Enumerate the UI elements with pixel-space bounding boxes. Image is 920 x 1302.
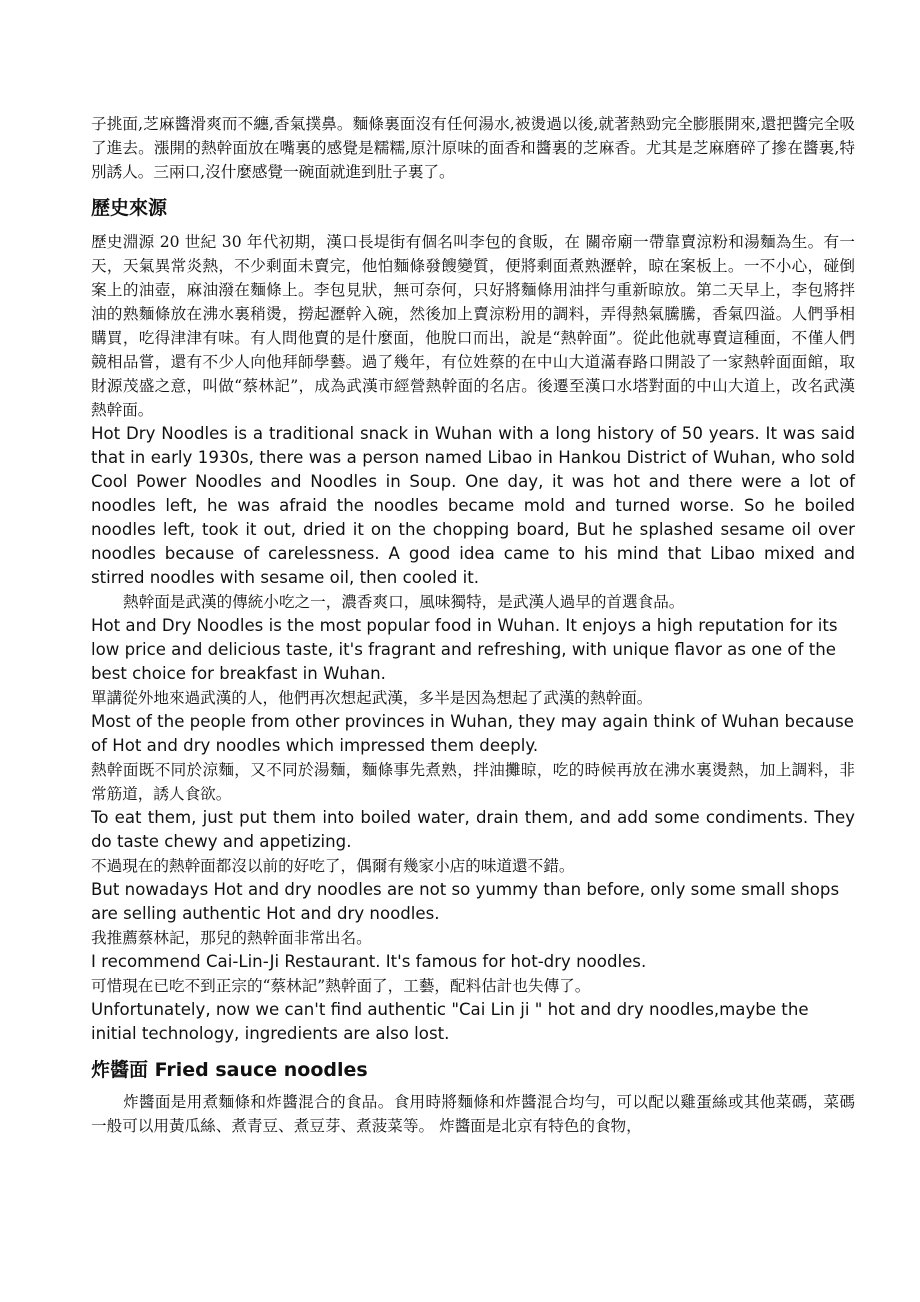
visitors-paragraph-en: Most of the people from other provinces in Wuhan, they may again think of Wuhan because of Hot and dry noodles which impressed them deeply. bbox=[91, 712, 854, 755]
fried-sauce-paragraph: 炸醬面是用煮麵條和炸醬混合的食品。食用時將麵條和炸醬混合均勻，可以配以雞蛋絲或其他菜碼，菜碼一般可以用黃瓜絲、煮青豆、煮豆芽、煮菠菜等。 炸醬面是北京有特色的食物， bbox=[91, 1093, 855, 1135]
lost-paragraph-zh: 可惜現在已吃不到正宗的“蔡林記”熱幹面了，工藝，配料估計也失傳了。 bbox=[91, 977, 591, 995]
recommend-paragraph-en: I recommend Cai-Lin-Ji Restaurant. It's famous for hot-dry noodles. bbox=[91, 952, 647, 971]
method-paragraph-zh: 熱幹面既不同於涼麵，又不同於湯麵，麵條事先煮熟，拌油攤晾，吃的時候再放在沸水裏燙熱，加上調料，非常筋道，誘人食欲。 bbox=[91, 761, 855, 803]
popular-paragraph-zh: 熱幹面是武漢的傳統小吃之一，濃香爽口，風味獨特，是武漢人過早的首選食品。 bbox=[123, 593, 685, 611]
document-page bbox=[91, 112, 855, 1138]
nowadays-paragraph-en: But nowadays Hot and dry noodles are not so yummy than before, only some small shops are selling authentic Hot and dry noodles. bbox=[91, 880, 840, 923]
intro-paragraph: 子挑面,芝麻醬滑爽而不纏,香氣撲鼻。麵條裏面沒有任何湯水,被燙過以後,就著熱勁完全膨脹開來,還把醬完全吸了進去。漲開的熱幹面放在嘴裏的感覺是糯糯,原汁原味的面香和醬裏的芝麻香。尤其是芝麻磨碎了摻在醬裏,特別誘人。三兩口,沒什麼感覺一碗面就進到肚子裏了。 bbox=[91, 115, 855, 181]
history-paragraph-en: Hot Dry Noodles is a traditional snack in Wuhan with a long history of 50 years. It was said that in early 1930s, there was a person named Libao in Hankou District of Wuhan, who sold Cool Power Noodles and Noodles in Soup. One day, it was hot and there were a lot of noodles left, he was afraid the noodles became mold and turned worse. So he boiled noodles left, took it out, dried it on the chopping board, But he splashed sesame oil over noodles because of carelessness. A good idea came to his mind that Libao mixed and stirred noodles with sesame oil, then cooled it. bbox=[91, 424, 855, 587]
fried-sauce-heading: 炸醬面 Fried sauce noodles bbox=[91, 1059, 368, 1081]
recommend-paragraph-zh: 我推薦蔡林記，那兒的熱幹面非常出名。 bbox=[91, 929, 372, 947]
history-paragraph-zh: 歷史淵源 20 世紀 30 年代初期，漢口長堤街有個名叫李包的食販，在 關帝廟一帶靠賣涼粉和湯麵為生。有一天，天氣異常炎熱，不少剩面未賣完，他怕麵條發餿變質，便將剩面煮熟瀝幹，晾在案板上。一不小心，碰倒案上的油壺，麻油潑在麵條上。李包見狀，無可奈何，只好將麵條用油拌勻重新晾放。第二天早上，李包將拌油的熟麵條放在沸水裏稍燙，撈起瀝幹入碗，然後加上賣涼粉用的調料，弄得熱氣騰騰，香氣四溢。人們爭相購買，吃得津津有味。有人問他賣的是什麼面，他脫口而出，說是“熱幹面”。從此他就專賣這種面，不僅人們競相品嘗，還有不少人向他拜師學藝。過了幾年，有位姓蔡的在中山大道滿春路口開設了一家熱幹面面館，取財源茂盛之意，叫做“蔡林記”，成為武漢市經營熱幹面的名店。後遷至漢口水塔對面的中山大道上，改名武漢熱幹面。 bbox=[91, 233, 855, 419]
lost-paragraph-en: Unfortunately, now we can't find authentic "Cai Lin ji " hot and dry noodles,maybe the initial technology, ingredients are also lost. bbox=[91, 1000, 809, 1043]
method-paragraph-en: To eat them, just put them into boiled water, drain them, and add some condiments. They do taste chewy and appetizing. bbox=[91, 808, 855, 851]
popular-paragraph-en: Hot and Dry Noodles is the most popular food in Wuhan. It enjoys a high reputation for its low price and delicious taste, it's fragrant and refreshing, with unique flavor as one of the best choice for breakfast in Wuhan. bbox=[91, 616, 838, 683]
history-heading: 歷史來源 bbox=[91, 197, 168, 219]
visitors-paragraph-zh: 單講從外地來過武漢的人，他們再次想起武漢，多半是因為想起了武漢的熱幹面。 bbox=[91, 689, 653, 707]
nowadays-paragraph-zh: 不過現在的熱幹面都沒以前的好吃了，偶爾有幾家小店的味道還不錯。 bbox=[91, 857, 575, 875]
